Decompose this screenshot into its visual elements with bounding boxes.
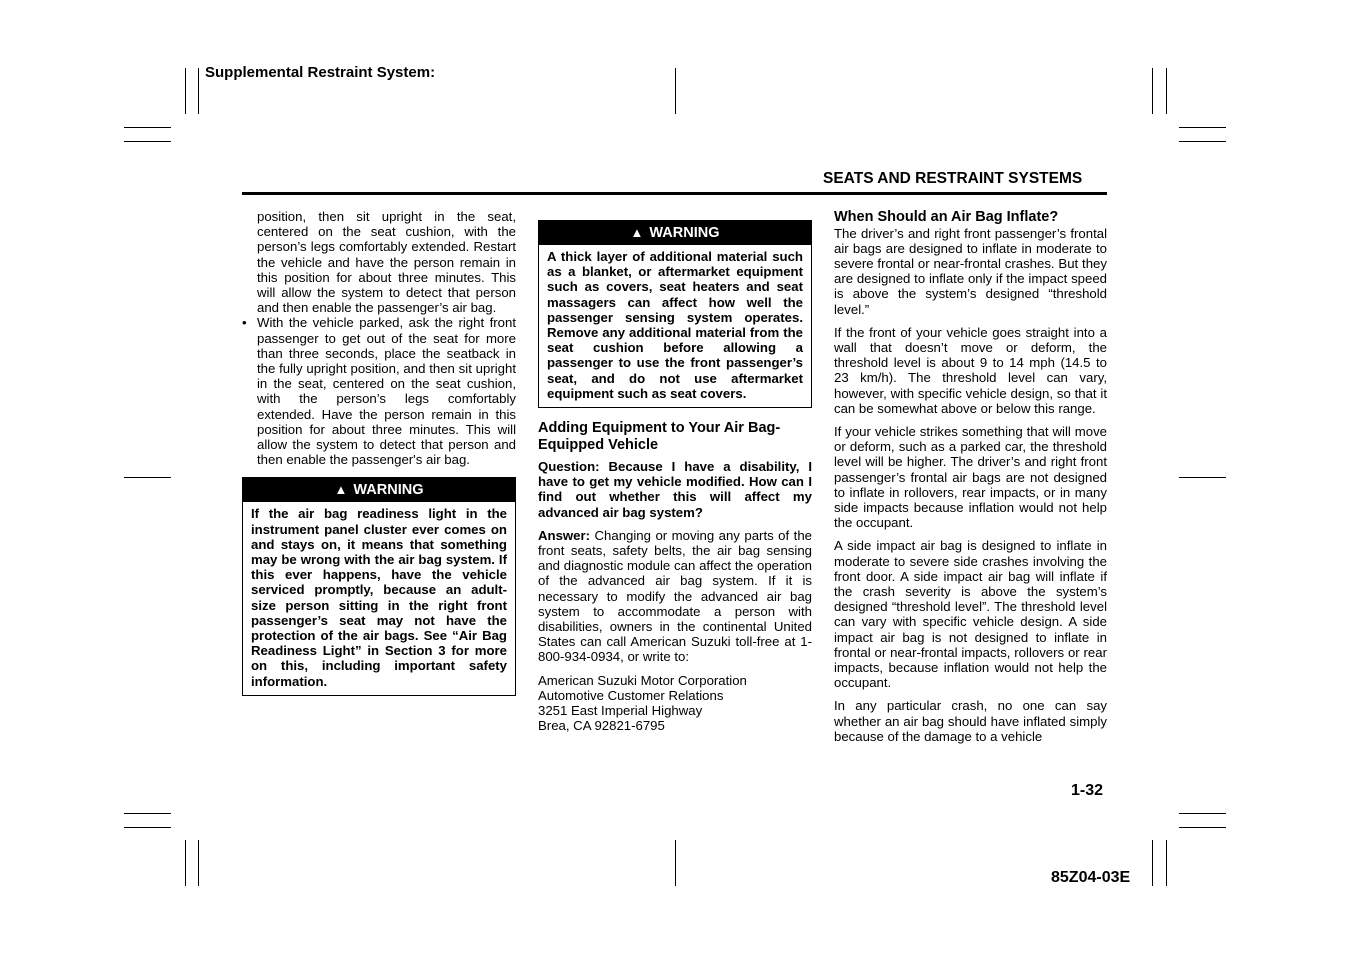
answer-label: Answer: — [538, 527, 591, 543]
warning-title: WARNING — [353, 482, 424, 499]
page-number: 1-32 — [1071, 782, 1104, 799]
answer-paragraph — [538, 528, 812, 665]
address-line: Automotive Customer Relations — [538, 687, 724, 703]
continued-paragraph: position, then sit upright in the seat, centered on the seat cushion, with the person’s legs comfortably extended. Restart the vehicle and have the person remain in this position for about three minutes. This will allow the system to detect that person and then enable the passenger’s air bag. — [257, 209, 516, 316]
document-code: 85Z04-03E — [1051, 869, 1131, 886]
header-rule — [242, 192, 1107, 195]
answer-text: Changing or moving any parts of the front seats, safety belts, the air bag sensing and diagnostic module can affect the operation of the advanced air bag system. If it is necessary to modify the advanced air bag system to accommodate a person with disabilities, owners in the continental United States can call American Suzuki toll-free at 1-800-934-0934, or write to: — [538, 527, 812, 665]
mailing-address — [538, 673, 812, 734]
paragraph: If your vehicle strikes something that will move or deform, such as a parked car, the threshold level will be higher. The driver’s and right front passenger’s frontal air bags are not designed to inflate in rollovers, rear impacts, or in many side impacts because inflation would not help the occupant. — [834, 423, 1107, 531]
paragraph: In any particular crash, no one can say whether an air bag should have inflated simply because of the damage to a vehicle — [834, 698, 1107, 744]
address-line: 3251 East Imperial Highway — [538, 703, 703, 719]
section-heading: Adding Equipment to Your Air Bag-Equipped Vehicle — [538, 420, 781, 453]
warning-triangle-icon: ▲ — [630, 225, 644, 240]
crop-mark — [185, 68, 186, 114]
crop-mark — [1179, 477, 1226, 478]
paragraph: The driver’s and right front passenger’s frontal air bags are designed to inflate in moderate to severe frontal or near-frontal crashes. But they are designed to inflate only if the impact speed is above the system’s designed “threshold level.” — [834, 225, 1107, 317]
column-3 — [834, 209, 1107, 752]
paragraph: A side impact air bag is designed to inflate in moderate to severe side crashes involving the front door. A side impact air bag will inflate if the crash severity is above the system’s designed “threshold level”. The threshold level can vary with specific vehicle design. A side impact air bag is not designed to inflate in frontal or near-frontal impacts, rollovers or rear impacts, because inflation would not help the occupant. — [834, 538, 1107, 691]
crop-mark — [124, 141, 171, 142]
crop-mark — [1152, 68, 1153, 114]
crop-mark — [1166, 840, 1167, 886]
crop-mark — [675, 68, 676, 114]
crop-mark — [124, 127, 171, 128]
bullet-dot: • — [242, 315, 247, 331]
column-1 — [242, 209, 516, 696]
crop-mark — [1179, 141, 1226, 142]
section-heading: When Should an Air Bag Inflate? — [834, 209, 1059, 225]
paragraph: If the front of your vehicle goes straight into a wall that doesn’t move or deform, the threshold level is about 9 to 14 mph (14.5 to 23 km/h). The threshold level can vary, however, with specific vehicle design, so that it can be somewhat above or below this range. — [834, 324, 1107, 416]
crop-mark — [124, 813, 171, 814]
warning-text: If the air bag readiness light in the instrument panel cluster ever comes on and stays on, it means that something may be wrong with the air bag system. If this ever happens, have the vehicle serviced promptly, because an adult-size person sitting in the right front passenger’s seat may not have the protection of the air bags. See “Air Bag Readiness Light” in Section 3 for more on this, including important safety information. — [251, 506, 507, 689]
bullet-text: With the vehicle parked, ask the right front passenger to get out of the seat for more than three seconds, place the seatback in the fully upright position, and then sit upright in the seat, centered on the seat cushion, with the person’s legs comfortably extended. Have the person remain in this position for about three minutes. This will allow the system to detect that person and then enable the passenger's air bag. — [257, 315, 516, 468]
warning-title: WARNING — [649, 225, 720, 241]
warning-text: A thick layer of additional material such as a blanket, or aftermarket equipment such as covers, seat heaters and seat massagers can affect how well the passenger sensing system operates. Remove any additional material from the seat cushion before allowing a passenger to use the front passenger’s seat, and do not use aftermarket equipment such as seat covers. — [547, 249, 803, 401]
document-header: Supplemental Restraint System: — [205, 64, 436, 81]
address-line: American Suzuki Motor Corporation — [538, 672, 747, 688]
warning-box — [538, 220, 812, 408]
crop-mark — [1179, 813, 1226, 814]
crop-mark — [1166, 68, 1167, 114]
crop-mark — [198, 840, 199, 886]
crop-mark — [185, 840, 186, 886]
question-paragraph: Question: Because I have a disability, I have to get my vehicle modified. How can I find out whether this will affect my advanced air bag system? — [538, 459, 812, 520]
address-line: Brea, CA 92821-6795 — [538, 718, 665, 734]
warning-triangle-icon: ▲ — [334, 482, 348, 498]
crop-mark — [198, 68, 199, 114]
crop-mark — [124, 827, 171, 828]
crop-mark — [1179, 127, 1226, 128]
warning-box — [242, 477, 516, 695]
crop-mark — [1152, 840, 1153, 886]
crop-mark — [124, 477, 171, 478]
bullet-item — [242, 315, 516, 467]
column-2 — [538, 220, 812, 733]
warning-header — [539, 221, 811, 245]
section-title: SEATS AND RESTRAINT SYSTEMS — [823, 170, 1083, 187]
warning-header — [243, 478, 515, 502]
crop-mark — [1179, 827, 1226, 828]
crop-mark — [675, 840, 676, 886]
